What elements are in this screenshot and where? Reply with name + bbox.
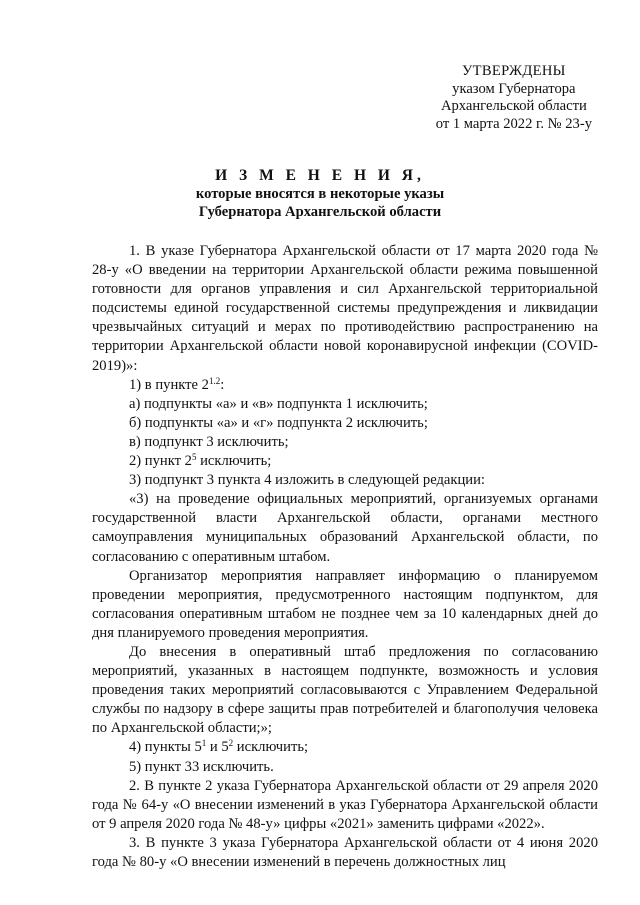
item-2-rest: исключить; — [196, 453, 272, 470]
paragraph-1: 1. В указе Губернатора Архангельской области от 17 марта 2020 года № 28-у «О введении на территории Архангельской области режима повышенной готовности для органов управления и сил Архангельской территориальной подсистемы единой государственной системы предупреждения и ликвидации чрезвычайных ситуаций и мерах по противодействию распространению на территории Архангельской области новой коронавирусной инфекции (COVID-2019)»: — [92, 243, 598, 374]
item-2-superscript: 5 — [191, 452, 197, 463]
paragraph-organizer: Организатор мероприятия направляет информацию о планируемом проведении мероприятия, предусмотренного настоящим подпунктом, для согласования оперативным штабом не позднее чем за 10 календарных дней до дня планируемого проведения мероприятия. — [92, 567, 598, 641]
approval-line-2: указом Губернатора — [452, 80, 576, 97]
item-2-text: 2) пункт 2 — [129, 453, 192, 470]
item-4-superscript-1: 1 — [201, 738, 207, 749]
item-1-superscript: 1.2 — [208, 375, 221, 386]
item-1-colon: : — [220, 376, 225, 393]
title-subtitle-1: которые вносятся в некоторые указы — [195, 186, 445, 202]
approval-stamp — [436, 63, 592, 133]
paragraph-subitem-a: а) подпункты «а» и «в» подпункта 1 исключить; — [129, 395, 428, 412]
paragraph-item-1 — [92, 376, 598, 395]
document-body — [92, 242, 598, 872]
paragraph-quote-3: «3) на проведение официальных мероприятий, организуемых органами государственной власти Архангельской области, органами местного самоуправления муниципальных образований Архангельской области, по согласованию с оперативным штабом. — [92, 491, 598, 565]
item-4-superscript-2: 2 — [228, 738, 234, 749]
title-main: И З М Е Н Е Н И Я, — [215, 167, 425, 184]
paragraph-3: 3. В пункте 3 указа Губернатора Архангельской области от 4 июня 2020 года № 80-у «О внесении изменений в перечень должностных лиц — [92, 834, 598, 870]
paragraph-item-4 — [92, 738, 598, 757]
approval-date-number: от 1 марта 2022 г. № 23-у — [435, 115, 592, 132]
document-title — [0, 166, 640, 221]
item-4-text: 4) пункты 5 — [129, 739, 202, 756]
paragraph-subitem-b: б) подпункты «а» и «г» подпункта 2 исключить; — [129, 414, 428, 431]
paragraph-2: 2. В пункте 2 указа Губернатора Архангельской области от 29 апреля 2020 года № 64-у «О внесении изменений в указ Губернатора Архангельской области от 9 апреля 2020 года № 48-у» цифры «2021» заменить цифрами «2022». — [92, 777, 598, 832]
paragraph-item-2 — [92, 452, 598, 471]
approval-line-3: Архангельской области — [440, 98, 587, 115]
item-4-rest: исключить; — [233, 739, 309, 756]
paragraph-item-3: 3) подпункт 3 пункта 4 изложить в следующей редакции: — [129, 472, 485, 489]
paragraph-item-5: 5) пункт 33 исключить. — [129, 758, 274, 775]
item-1-text: 1) в пункте 2 — [129, 376, 209, 393]
approval-heading: УТВЕРЖДЕНЫ — [462, 63, 566, 79]
paragraph-subitem-v: в) подпункт 3 исключить; — [129, 433, 289, 450]
item-4-mid: и 5 — [206, 739, 229, 756]
paragraph-rospotrebnadzor: До внесения в оперативный штаб предложения по согласованию мероприятий, указанных в настоящем подпункте, возможность и условия проведения таких мероприятий согласовываются с Управлением Федеральной службы по надзору в сфере защиты прав потребителей и благополучия человека по Архангельской области;»; — [92, 643, 598, 737]
title-subtitle-2: Губернатора Архангельской области — [198, 204, 442, 220]
